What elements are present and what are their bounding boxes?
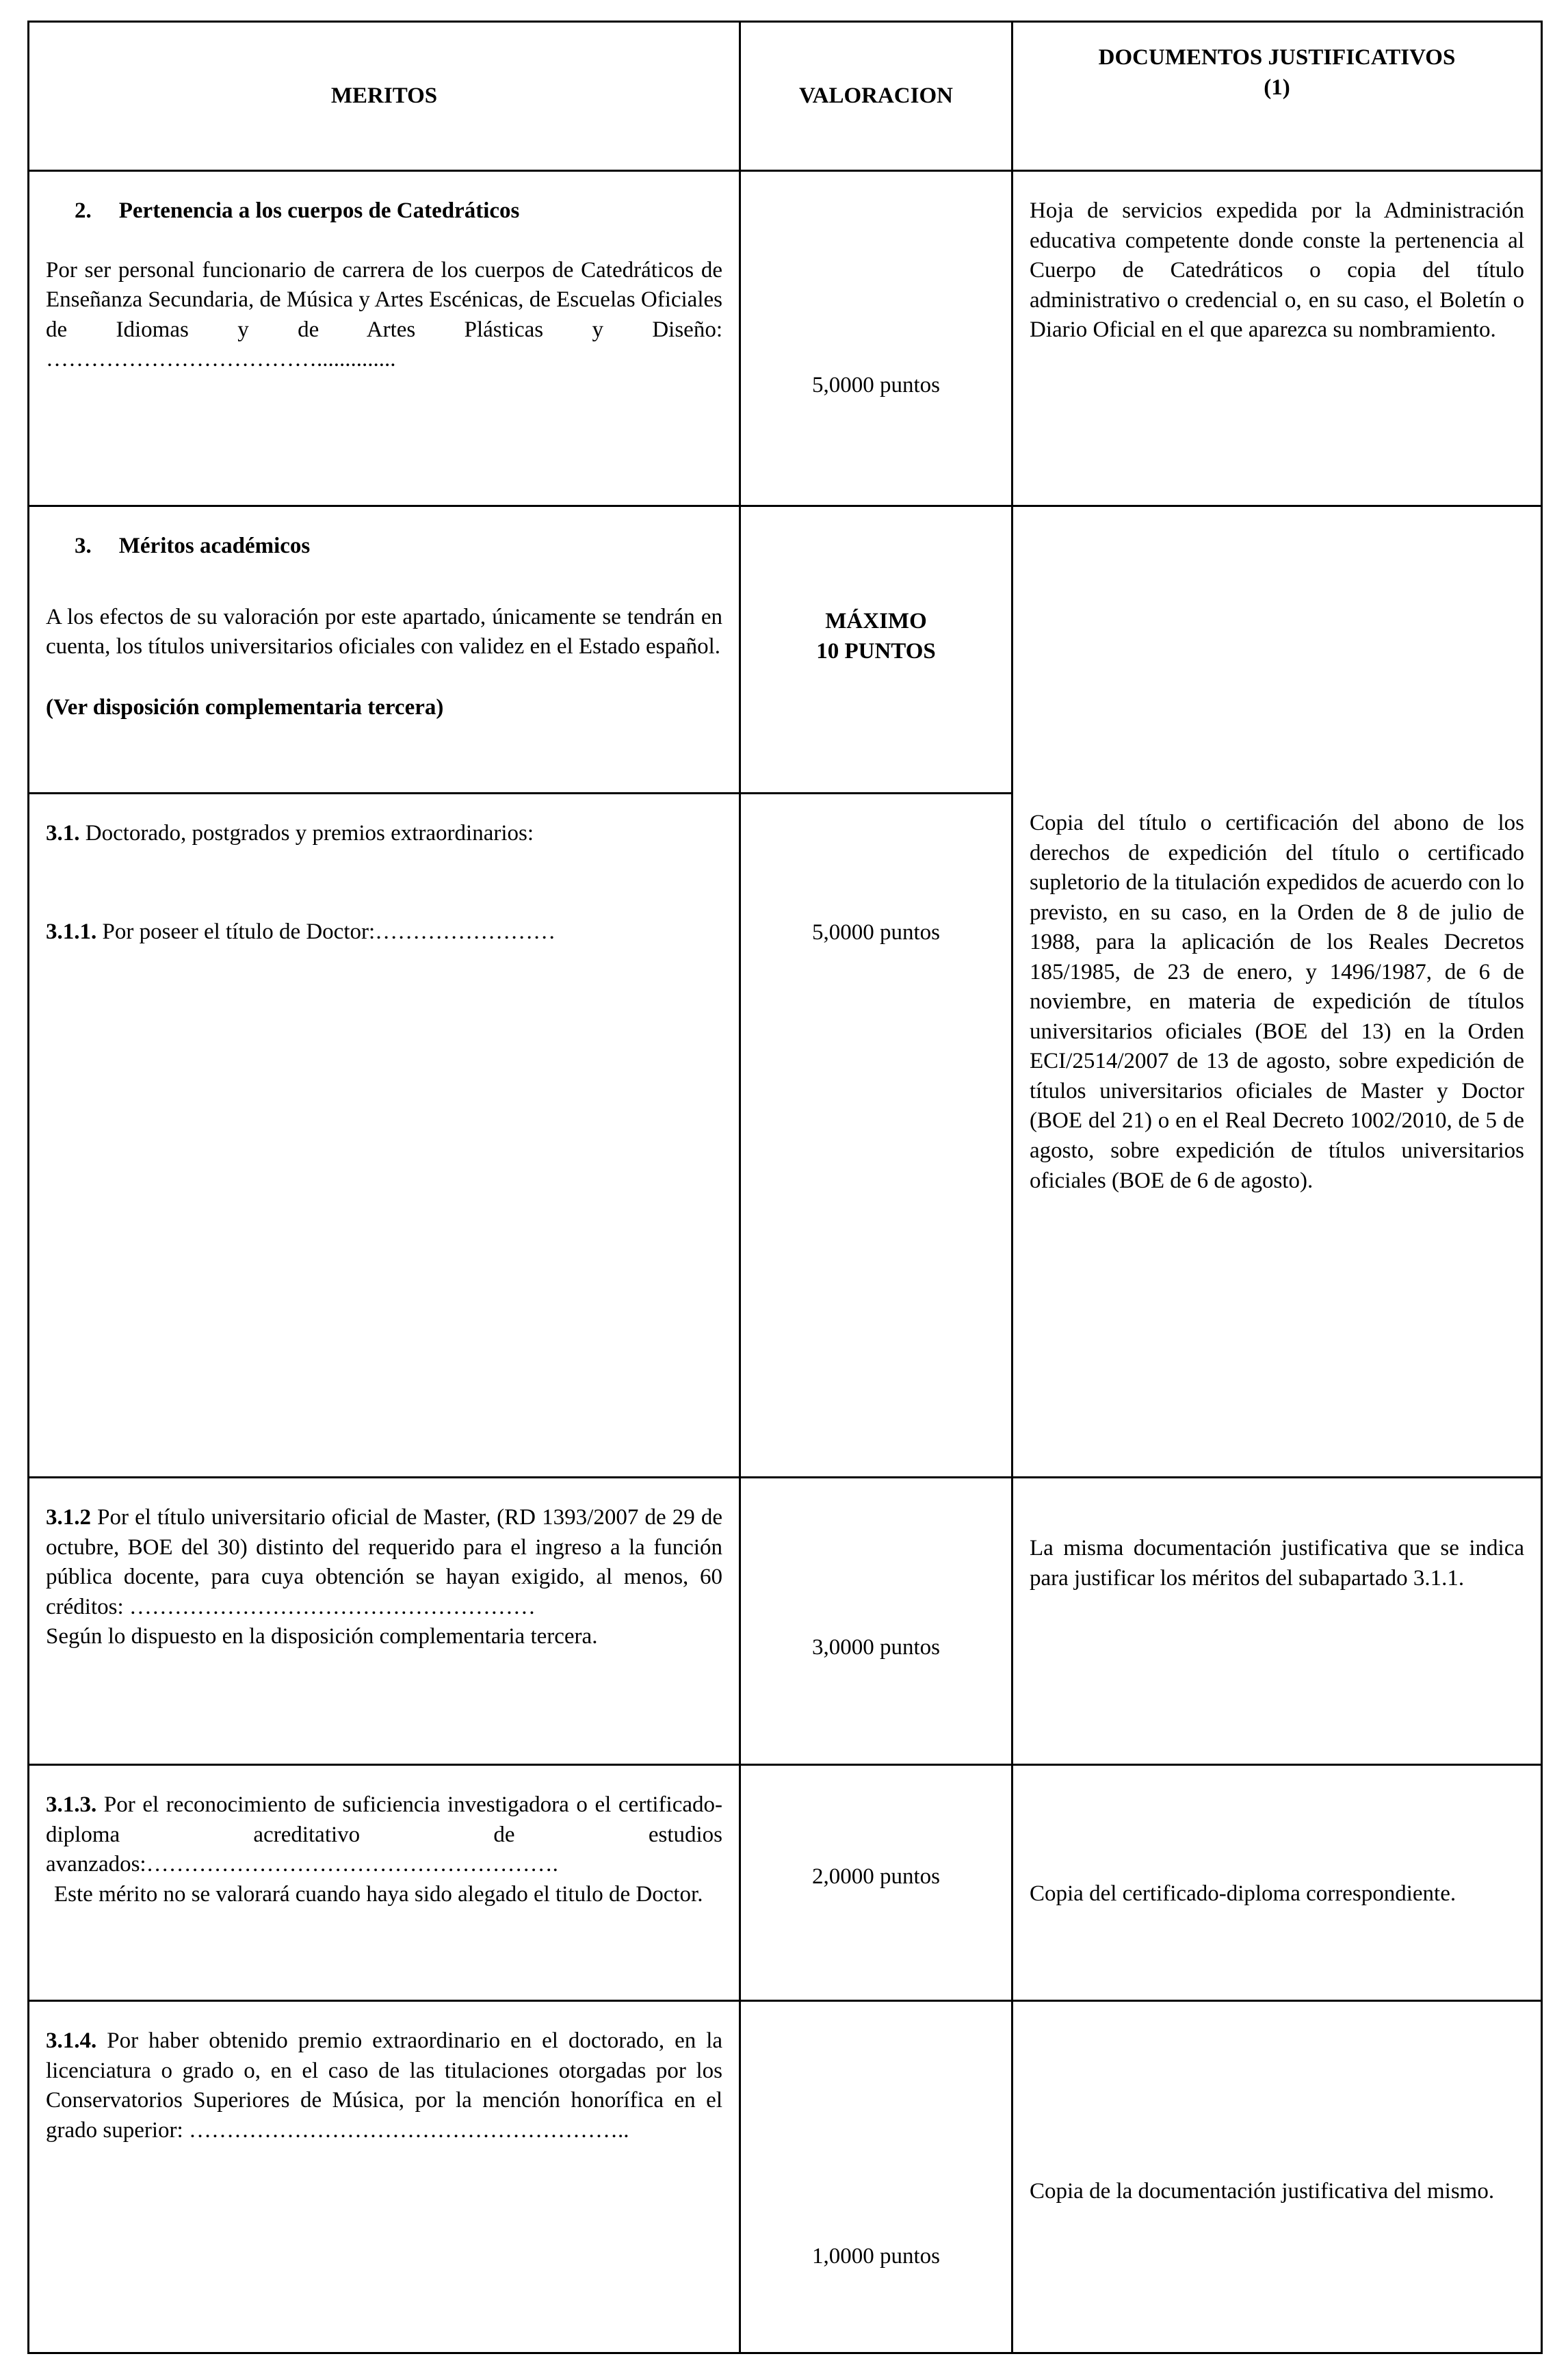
docs-text-2: Hoja de servicios expedida por la Administración educativa competente donde conste la pertenencia al Cuerpo de Catedráticos o copia del título administrativo o credencial o, en su caso, el Boletín o Diario Oficial en el que aparezca su nombramiento. (1030, 198, 1524, 343)
points-value-3-1: 5,0000 puntos (811, 920, 940, 945)
table-header-row (29, 22, 1542, 171)
docs-text-3-1-4: Copia de la documentación justificativa del mismo. (1030, 2179, 1495, 2204)
merits-table (27, 21, 1543, 2354)
section-3-1-3-text: Por el reconocimiento de suficiencia investigadora o el certificado-diploma acreditativo de estudios avanzados:………………………………………………. (46, 1792, 722, 1877)
section-3-1-title: Doctorado, postgrados y premios extraordinarios: (85, 821, 534, 846)
points-value-2: 5,0000 puntos (811, 373, 940, 397)
valoracion-cell-3-1-4 (740, 2001, 1012, 2353)
points-max-line2: 10 PUNTOS (816, 638, 936, 664)
points-value-3-1-2: 3,0000 puntos (811, 1635, 940, 1660)
points-max-3 (757, 607, 995, 666)
section-3-1-2-number: 3.1.2 (46, 1505, 91, 1530)
docs-cell-3-1-4 (1012, 2001, 1542, 2353)
row-section-3 (29, 506, 1542, 794)
section-3-1-1-text: Por poseer el título de Doctor:…………………… (102, 919, 556, 944)
meritos-cell-3-1 (29, 794, 740, 1478)
section-3-1-2-body (46, 1503, 722, 1622)
section-3-1-number: 3.1. (46, 821, 80, 846)
docs-cell-3-1-2 (1012, 1478, 1542, 1765)
points-max-line1: MÁXIMO (825, 609, 927, 633)
section-3-1-1-number: 3.1.1. (46, 919, 97, 944)
section-2-title: Pertenencia a los cuerpos de Catedráticos (118, 198, 520, 223)
header-documentos (1012, 22, 1542, 171)
meritos-cell-3 (29, 506, 740, 794)
row-section-3-1-3 (29, 1765, 1542, 2001)
section-3-note: (Ver disposición complementaria tercera) (46, 694, 444, 720)
docs-text-3-1-3: Copia del certificado-diploma correspondiente. (1030, 1881, 1456, 1906)
meritos-cell-3-1-2 (29, 1478, 740, 1765)
header-documentos-line1: DOCUMENTOS JUSTIFICATIVOS (1098, 45, 1456, 70)
section-3-1-1-line (46, 917, 722, 948)
docs-cell-2 (1012, 171, 1542, 506)
points-value-3-1-4: 1,0000 puntos (811, 2244, 940, 2269)
section-3-1-4-body (46, 2026, 722, 2145)
header-valoracion-label: VALORACION (799, 83, 953, 108)
header-meritos-label: MERITOS (330, 83, 438, 108)
section-3-1-4-text: Por haber obtenido premio extraordinario en el doctorado, en la licenciatura o grado o, en el caso de las titulaciones otorgadas por los Conservatorios Superiores de Música, por la mención honorífica en el grado superior: ………………………………………………….. (46, 2028, 723, 2143)
row-section-3-1-4 (29, 2001, 1542, 2353)
section-3-1-2-body2: Según lo dispuesto en la disposición complementaria tercera. (46, 1624, 598, 1649)
row-section-3-1-2 (29, 1478, 1542, 1765)
docs-cell-3-merged (1012, 506, 1542, 1478)
meritos-cell-3-1-4 (29, 2001, 740, 2353)
valoracion-cell-3-1-2 (740, 1478, 1012, 1765)
header-meritos (29, 22, 740, 171)
header-documentos-line2: (1) (1264, 75, 1290, 100)
section-3-1-4-number: 3.1.4. (46, 2028, 97, 2053)
section-3-heading (46, 532, 722, 562)
valoracion-cell-3-1-3 (740, 1765, 1012, 2001)
section-2-heading (46, 196, 722, 226)
meritos-cell-3-1-3 (29, 1765, 740, 2001)
section-3-1-2-text: Por el título universitario oficial de Master, (RD 1393/2007 de 29 de octubre, BOE del 30) distinto del requerido para el ingreso a la función pública docente, para cuya obtención se hayan exigido, al menos, 60 créditos: ……………………………………………… (46, 1505, 723, 1619)
section-3-1-3-body (46, 1790, 722, 1880)
points-value-3-1-3: 2,0000 puntos (811, 1864, 940, 1889)
section-3-number: 3. (75, 534, 92, 558)
meritos-cell-2 (29, 171, 740, 506)
valoracion-cell-3-1 (740, 794, 1012, 1478)
section-3-body: A los efectos de su valoración por este apartado, únicamente se tendrán en cuenta, los títulos universitarios oficiales con validez en el Estado español. (46, 604, 722, 659)
section-3-1-3-body2: Este mérito no se valorará cuando haya sido alegado el titulo de Doctor. (54, 1881, 703, 1907)
docs-text-3-1-2: La misma documentación justificativa que se indica para justificar los méritos del subapartado 3.1.1. (1030, 1536, 1524, 1591)
valoracion-cell-2 (740, 171, 1012, 506)
section-2-body: Por ser personal funcionario de carrera de los cuerpos de Catedráticos de Enseñanza Secundaria, de Música y Artes Escénicas, de Escuelas Oficiales de Idiomas y de Artes Plásticas y Diseño: ……………………………….............. (46, 257, 722, 372)
docs-cell-3-1-3 (1012, 1765, 1542, 2001)
section-3-title: Méritos académicos (118, 534, 311, 558)
header-valoracion (740, 22, 1012, 171)
section-3-1-line (46, 819, 722, 849)
row-section-2 (29, 171, 1542, 506)
section-2-number: 2. (75, 198, 92, 223)
valoracion-cell-3 (740, 506, 1012, 794)
section-3-1-3-number: 3.1.3. (46, 1792, 97, 1817)
docs-text-3-merged: Copia del título o certificación del abono de los derechos de expedición del título o certificado supletorio de la titulación expedidos de acuerdo con lo previsto, en su caso, en la Orden de 8 de julio de 1988, para la aplicación de los Reales Decretos 185/1985, de 23 de enero, y 1496/1987, de 6 de noviembre, en materia de expedición de títulos universitarios oficiales (BOE del 13) en la Orden ECI/2514/2007 de 13 de agosto, sobre expedición de títulos universitarios oficiales de Master y Doctor (BOE del 21) o en el Real Decreto 1002/2010, de 5 de agosto, sobre expedición de títulos universitarios oficiales (BOE de 6 de agosto). (1030, 811, 1524, 1193)
